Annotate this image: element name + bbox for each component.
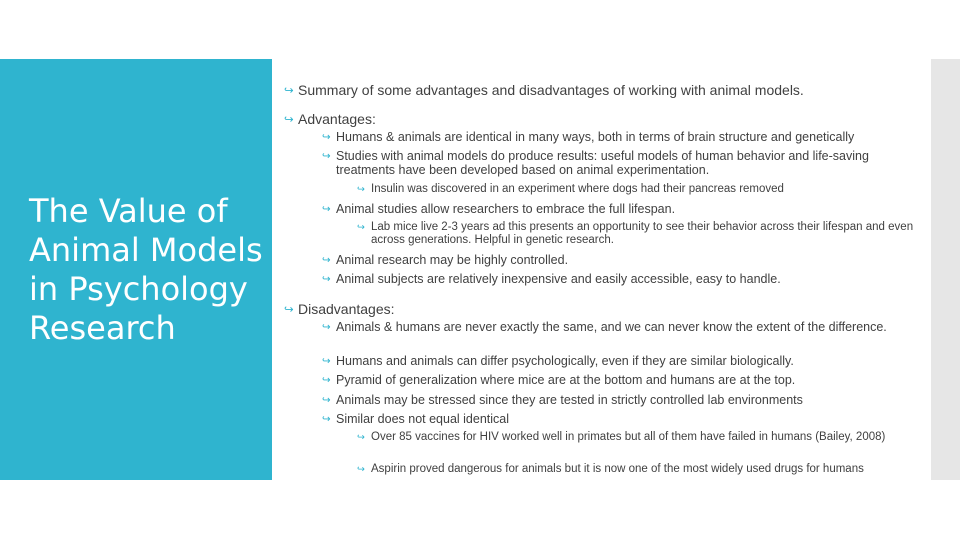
advantage-text: Studies with animal models do produce results: useful models of human behavior and life-saving treatments have been developed based on animal experimentation. <box>336 149 869 177</box>
slide-title: The Value of Animal Models in Psychology Research <box>29 192 263 347</box>
advantage-item <box>322 253 921 267</box>
bullet-arrow-icon: ↪ <box>357 222 365 233</box>
right-decor-strip <box>931 59 960 480</box>
advantages-heading <box>284 111 918 128</box>
bullet-arrow-icon: ↪ <box>322 321 331 333</box>
advantage-item <box>322 149 896 177</box>
advantage-text: Animal research may be highly controlled. <box>336 253 569 267</box>
advantage-item <box>322 272 921 286</box>
disadvantage-item <box>322 320 896 334</box>
disadvantage-subtext: Aspirin proved dangerous for animals but it is now one of the most widely used drugs for humans <box>371 463 864 475</box>
disadvantage-subtext: Over 85 vaccines for HIV worked well in primates but all of them have failed in humans (Bailey, 2008) <box>371 431 886 443</box>
advantage-item <box>322 130 921 144</box>
disadvantage-text: Humans and animals can differ psychologically, even if they are similar biologically. <box>336 354 794 368</box>
advantage-subtext: Lab mice live 2-3 years ad this presents an opportunity to see their behavior across their lifespan and even across generations. Helpful in genetic research. <box>371 221 914 246</box>
disadvantage-item <box>322 412 921 426</box>
disadvantage-text: Pyramid of generalization where mice are at the bottom and humans are at the top. <box>336 373 796 387</box>
bullet-arrow-icon: ↪ <box>357 464 365 475</box>
bullet-arrow-icon: ↪ <box>322 374 331 386</box>
disadvantage-text: Animals may be stressed since they are tested in strictly controlled lab environments <box>336 393 803 407</box>
advantage-subtext: Insulin was discovered in an experiment where dogs had their pancreas removed <box>371 183 784 195</box>
advantage-text: Animal studies allow researchers to embrace the full lifespan. <box>336 202 676 216</box>
bullet-arrow-icon: ↪ <box>322 203 331 215</box>
advantage-text: Humans & animals are identical in many ways, both in terms of brain structure and genetically <box>336 130 855 144</box>
disadvantage-item <box>322 354 921 368</box>
advantage-text: Animal subjects are relatively inexpensive and easily accessible, easy to handle. <box>336 272 781 286</box>
bullet-arrow-icon: ↪ <box>322 254 331 266</box>
summary-text: Summary of some advantages and disadvantages of working with animal models. <box>298 82 804 98</box>
disadvantage-subitem <box>357 431 911 444</box>
disadvantage-item <box>322 373 921 387</box>
bullet-arrow-icon: ↪ <box>357 432 365 443</box>
bullet-arrow-icon: ↪ <box>284 302 294 316</box>
disadvantages-heading-text: Disadvantages: <box>298 301 395 317</box>
disadvantage-item <box>322 393 921 407</box>
advantage-subitem <box>357 183 911 196</box>
bullet-arrow-icon: ↪ <box>357 184 365 195</box>
advantage-item <box>322 202 921 216</box>
summary-bullet <box>284 82 918 99</box>
disadvantage-text: Similar does not equal identical <box>336 412 510 426</box>
bullet-arrow-icon: ↪ <box>322 413 331 425</box>
advantages-heading-text: Advantages: <box>298 111 376 127</box>
disadvantage-subitem <box>357 463 891 476</box>
bullet-arrow-icon: ↪ <box>284 112 294 126</box>
bullet-arrow-icon: ↪ <box>284 83 294 97</box>
bullet-arrow-icon: ↪ <box>322 131 331 143</box>
bullet-arrow-icon: ↪ <box>322 150 331 162</box>
bullet-arrow-icon: ↪ <box>322 273 331 285</box>
bullet-arrow-icon: ↪ <box>322 355 331 367</box>
disadvantages-heading <box>284 301 918 318</box>
disadvantage-text: Animals & humans are never exactly the same, and we can never know the extent of the difference. <box>336 320 887 334</box>
advantage-subitem <box>357 221 926 247</box>
bullet-arrow-icon: ↪ <box>322 394 331 406</box>
